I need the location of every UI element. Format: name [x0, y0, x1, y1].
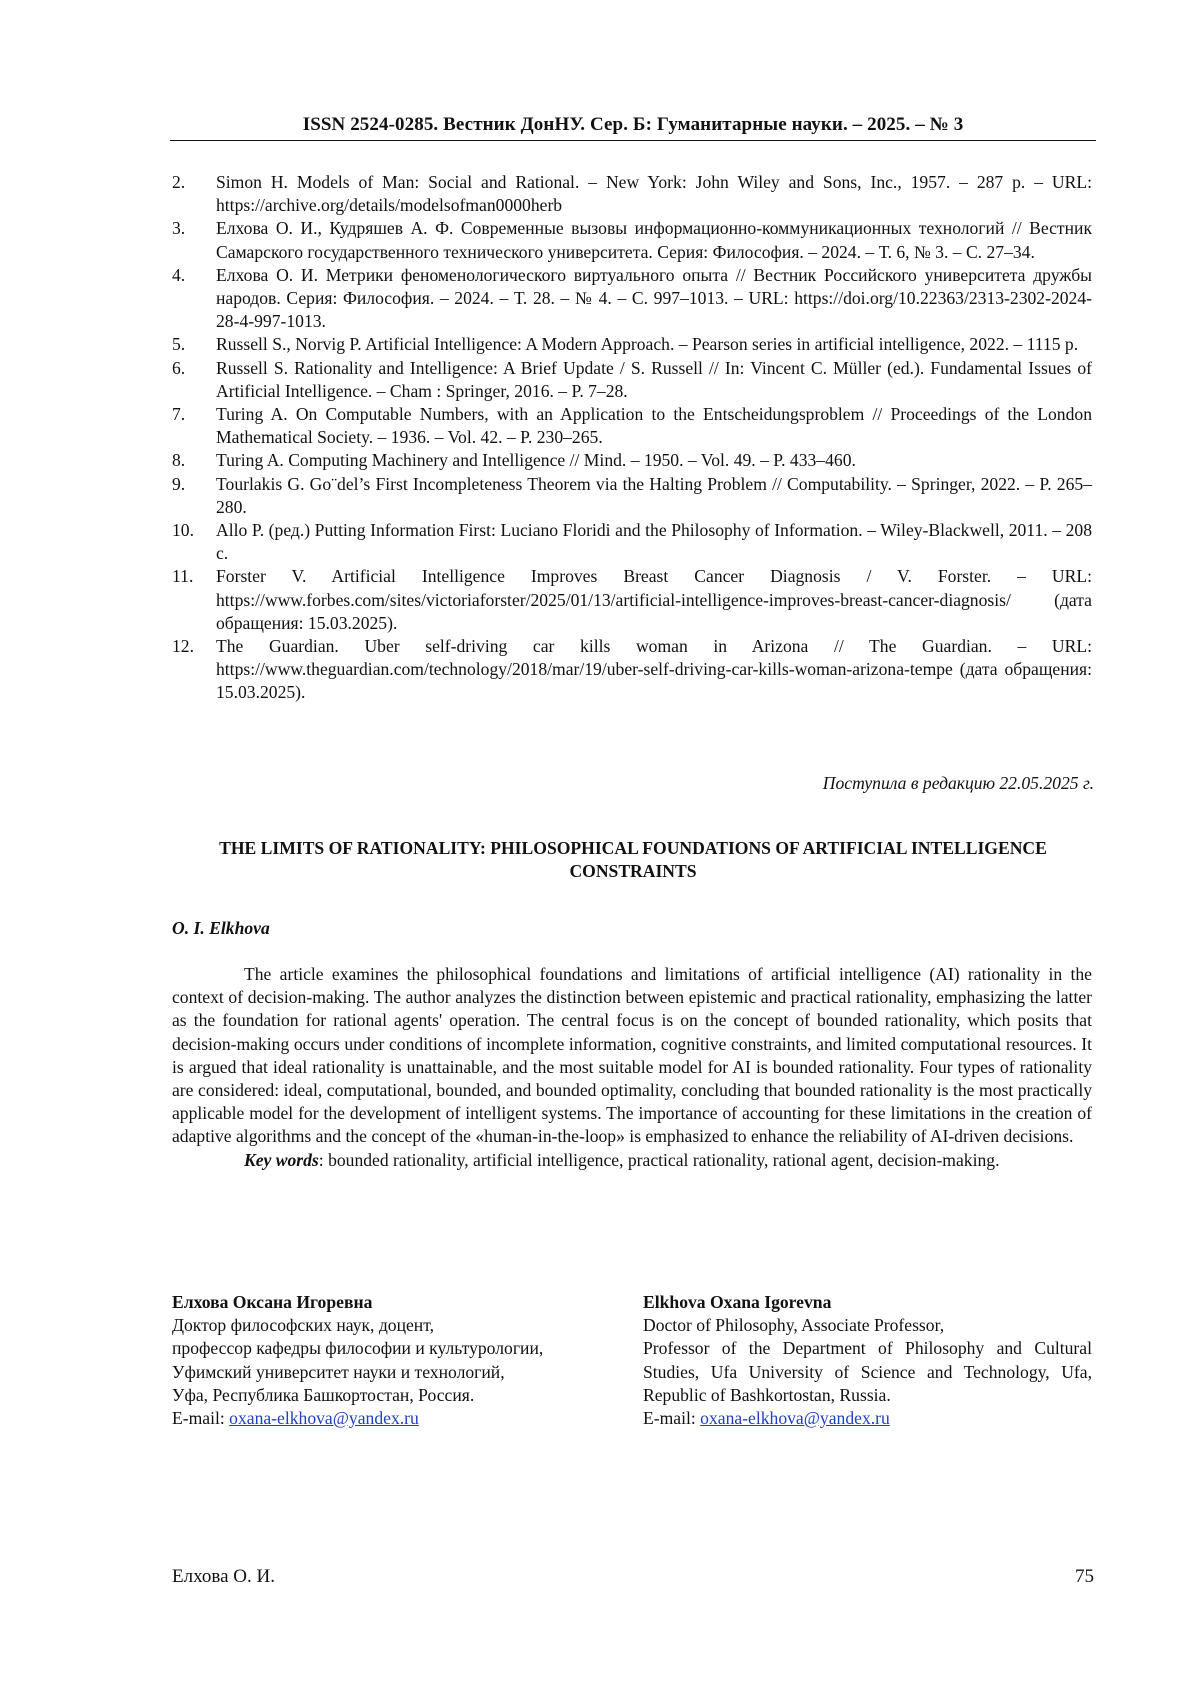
- bio-line: Доктор философских наук, доцент,: [172, 1315, 434, 1336]
- reference-item: [172, 171, 1092, 217]
- received-date: Поступила в редакцию 22.05.2025 г.: [822, 773, 1094, 793]
- author-bio-russian: [172, 1291, 632, 1430]
- bio-text: Professor of the Department of Philosophy and Cultural Studies, Ufa University of Science and Technology, Ufa, Republic of Bashkortostan, Russia.: [643, 1338, 1092, 1405]
- bio-line: Уфа, Республика Башкортостан, Россия.: [172, 1384, 475, 1405]
- bio-line: профессор кафедры философии и культурологии,: [172, 1338, 544, 1359]
- reference-text: Allo P. (ред.) Putting Information First: Luciano Floridi and the Philosophy of Information. – Wiley-Blackwell, 2011. – 208 с.: [216, 520, 1092, 564]
- reference-text: Russell S., Norvig P. Artificial Intelligence: A Modern Approach. – Pearson series in artificial intelligence, 2022. – 1115 p.: [216, 334, 1079, 355]
- reference-item: [172, 357, 1092, 403]
- reference-item: [172, 333, 1092, 356]
- keywords-text: : bounded rationality, artificial intelligence, practical rationality, rational agent, decision-making.: [318, 1149, 1000, 1170]
- reference-item: [172, 473, 1092, 519]
- keywords-label: Key words: [244, 1149, 319, 1170]
- email-link[interactable]: oxana-elkhova@yandex.ru: [700, 1408, 890, 1429]
- reference-item: [172, 403, 1092, 449]
- reference-number: 3.: [172, 218, 186, 239]
- reference-text: The Guardian. Uber self-driving car kills woman in Arizona // The Guardian. – URL: https://www.theguardian.com/technology/2018/mar/19/uber-self-driving-car-kills-woman-arizona-tempe (дата обращения: 15.03.2025).: [216, 636, 1092, 703]
- reference-list: [172, 171, 1092, 705]
- article-title: THE LIMITS OF RATIONALITY: PHILOSOPHICAL FOUNDATIONS OF ARTIFICIAL INTELLIGENCE CONSTRAINTS: [219, 838, 1047, 881]
- bio-name: Елхова Оксана Игоревна: [172, 1292, 373, 1312]
- reference-item: [172, 217, 1092, 263]
- footer-author: Елхова О. И.: [172, 1566, 275, 1587]
- reference-number: 5.: [172, 334, 186, 355]
- reference-text: Tourlakis G. Go¨del’s First Incompleteness Theorem via the Halting Problem // Computability. – Springer, 2022. – P. 265–280.: [216, 473, 1092, 517]
- article-author: O. I. Elkhova: [172, 918, 270, 938]
- abstract-text: The article examines the philosophical foundations and limitations of artificial intelligence (AI) rationality in the context of decision-making. The author analyzes the distinction between epistemic and practical rationality, emphasizing the latter as the foundation for rational agents' operation. The central focus is on the concept of bounded rationality, which posits that decision-making occurs under conditions of incomplete information, cognitive constraints, and limited computational resources. It is argued that ideal rationality is unattainable, and the most suitable model for AI is bounded rationality. Four types of rationality are considered: ideal, computational, bounded, and bounded optimality, concluding that bounded rationality is the most practically applicable model for the development of intelligent systems. The importance of accounting for these limitations in the creation of adaptive algorithms and the concept of the «human-in-the-loop» is emphasized to enhance the reliability of AI-driven decisions.: [172, 964, 1092, 1147]
- reference-number: 7.: [172, 404, 186, 425]
- bio-line: Уфимский университет науки и технологий,: [172, 1361, 505, 1382]
- reference-number: 2.: [172, 172, 186, 192]
- reference-item: [172, 635, 1092, 705]
- author-bio-english: [643, 1291, 1092, 1430]
- reference-text: Turing A. On Computable Numbers, with an Application to the Entscheidungsproblem // Proceedings of the London Mathematical Society. – 1936. – Vol. 42. – P. 230–265.: [216, 404, 1092, 448]
- bio-email-row: [172, 1407, 632, 1430]
- reference-number: 4.: [172, 264, 186, 285]
- reference-text: Turing A. Computing Machinery and Intelligence // Mind. – 1950. – Vol. 49. – P. 433–460.: [216, 450, 856, 471]
- bio-name: Elkhova Oxana Igorevna: [643, 1292, 832, 1312]
- reference-number: 6.: [172, 357, 186, 378]
- reference-number: 12.: [172, 636, 194, 657]
- email-label: E-mail:: [172, 1408, 230, 1429]
- abstract: [172, 963, 1092, 1172]
- bio-email-row: [643, 1407, 1092, 1430]
- journal-header: ISSN 2524-0285. Вестник ДонНУ. Сер. Б: Гуманитарные науки. – 2025. – № 3: [170, 114, 1096, 141]
- reference-number: 11.: [172, 566, 194, 587]
- keywords-paragraph: [172, 1149, 1092, 1172]
- reference-item: [172, 565, 1092, 635]
- reference-text: Елхова О. И., Кудряшев А. Ф. Современные вызовы информационно-коммуникационных технологий // Вестник Самарского государственного технического университета. Серия: Философия. – 2024. – Т. 6, № 3. – С. 27–34.: [216, 218, 1092, 262]
- reference-number: 9.: [172, 473, 186, 494]
- reference-item: [172, 519, 1092, 565]
- reference-number: 8.: [172, 450, 186, 471]
- email-label: E-mail:: [643, 1408, 701, 1429]
- reference-item: [172, 264, 1092, 334]
- reference-number: 10.: [172, 520, 194, 541]
- reference-text: Russell S. Rationality and Intelligence: A Brief Update / S. Russell // In: Vincent C. Müller (ed.). Fundamental Issues of Artificial Intelligence. – Cham : Springer, 2016. – P. 7–28.: [216, 357, 1092, 401]
- reference-text: Simon H. Models of Man: Social and Rational. – New York: John Wiley and Sons, Inc., 1957. – 287 p. – URL: https://archive.org/details/modelsofman0000herb: [216, 172, 1092, 216]
- bio-line: Doctor of Philosophy, Associate Professor,: [643, 1315, 945, 1336]
- reference-item: [172, 449, 1092, 472]
- reference-text: Елхова О. И. Метрики феноменологического виртуального опыта // Вестник Российского университета дружбы народов. Серия: Философия. – 2024. – Т. 28. – № 4. – С. 997–1013. – URL: https://doi.org/10.22363/2313-2302-2024-28-4-997-1013.: [216, 264, 1092, 332]
- reference-text: Forster V. Artificial Intelligence Improves Breast Cancer Diagnosis / V. Forster. – URL: https://www.forbes.com/sites/victoriaforster/2025/01/13/artificial-intelligence-improves-breast-cancer-diagnosis/ (дата обращения: 15.03.2025).: [216, 566, 1092, 633]
- page-number: 75: [1075, 1566, 1094, 1587]
- email-link[interactable]: oxana-elkhova@yandex.ru: [229, 1408, 419, 1429]
